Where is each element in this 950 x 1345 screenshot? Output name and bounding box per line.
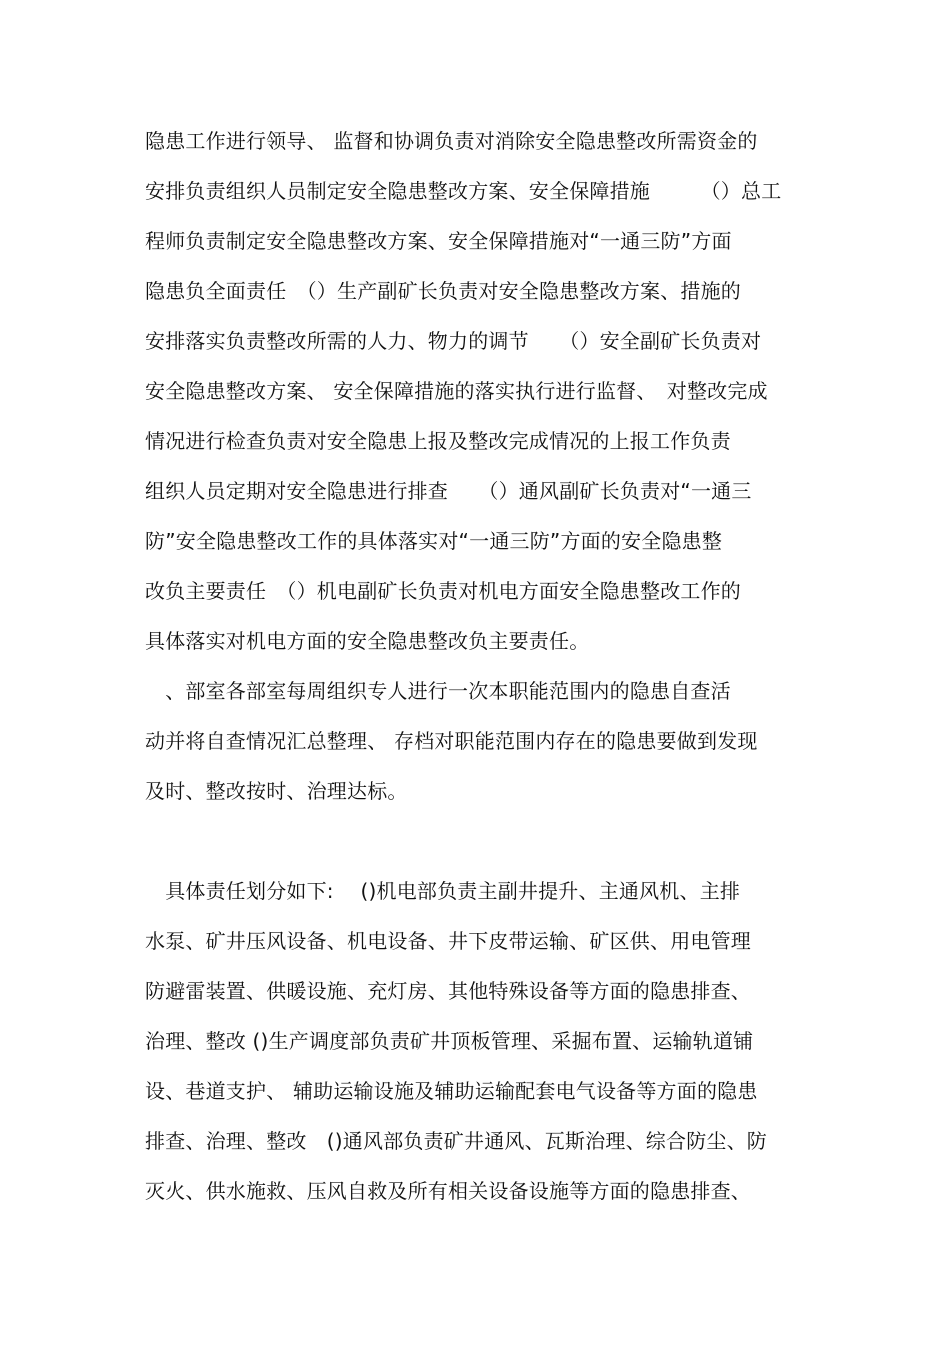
text-line: 设、巷道支护、 辅助运输设施及辅助运输配套电气设备等方面的隐患	[145, 1079, 758, 1103]
text-line: 排查、治理、整改 ()通风部负责矿井通风、瓦斯治理、综合防尘、防	[145, 1129, 768, 1153]
text-line: 安全隐患整改方案、 安全保障措施的落实执行进行监督、 对整改完成	[145, 379, 768, 403]
text-line: 具体落实对机电方面的安全隐患整改负主要责任。	[145, 629, 590, 653]
text-line: 动并将自查情况汇总整理、 存档对职能范围内存在的隐患要做到发现	[145, 729, 758, 753]
text-line: 具体责任划分如下: ()机电部负责主副井提升、主通风机、主排	[145, 879, 741, 903]
text-line: 改负主要责任 （）机电副矿长负责对机电方面安全隐患整改工作的	[145, 579, 741, 603]
text-line: 水泵、矿井压风设备、机电设备、井下皮带运输、矿区供、用电管理	[145, 929, 751, 953]
text-line: 及时、整改按时、治理达标。	[145, 779, 408, 803]
text-line: 、部室各部室每周组织专人进行一次本职能范围内的隐患自查活	[145, 679, 731, 703]
text-line: 防避雷装置、供暖设施、充灯房、其他特殊设备等方面的隐患排查、	[145, 979, 751, 1003]
text-line: 安排负责组织人员制定安全隐患整改方案、安全保障措施 （）总工	[145, 179, 782, 203]
text-line: 隐患负全面责任 （）生产副矿长负责对安全隐患整改方案、措施的	[145, 279, 741, 303]
text-line: 治理、整改 ()生产调度部负责矿井顶板管理、采掘布置、运输轨道铺	[145, 1029, 754, 1053]
text-line: 灭火、供水施救、压风自救及所有相关设备设施等方面的隐患排查、	[145, 1179, 751, 1203]
text-line: 隐患工作进行领导、 监督和协调负责对消除安全隐患整改所需资金的	[145, 129, 758, 153]
text-line: 安排落实负责整改所需的人力、物力的调节 （）安全副矿长负责对	[145, 329, 762, 353]
text-line: 程师负责制定安全隐患整改方案、安全保障措施对“一通三防”方面	[145, 229, 732, 253]
text-line: 组织人员定期对安全隐患进行排查 （）通风副矿长负责对“一通三	[145, 479, 752, 503]
text-line: 情况进行检查负责对安全隐患上报及整改完成情况的上报工作负责	[145, 429, 731, 453]
text-line: 防”安全隐患整改工作的具体落实对“一通三防”方面的安全隐患整	[145, 529, 723, 553]
